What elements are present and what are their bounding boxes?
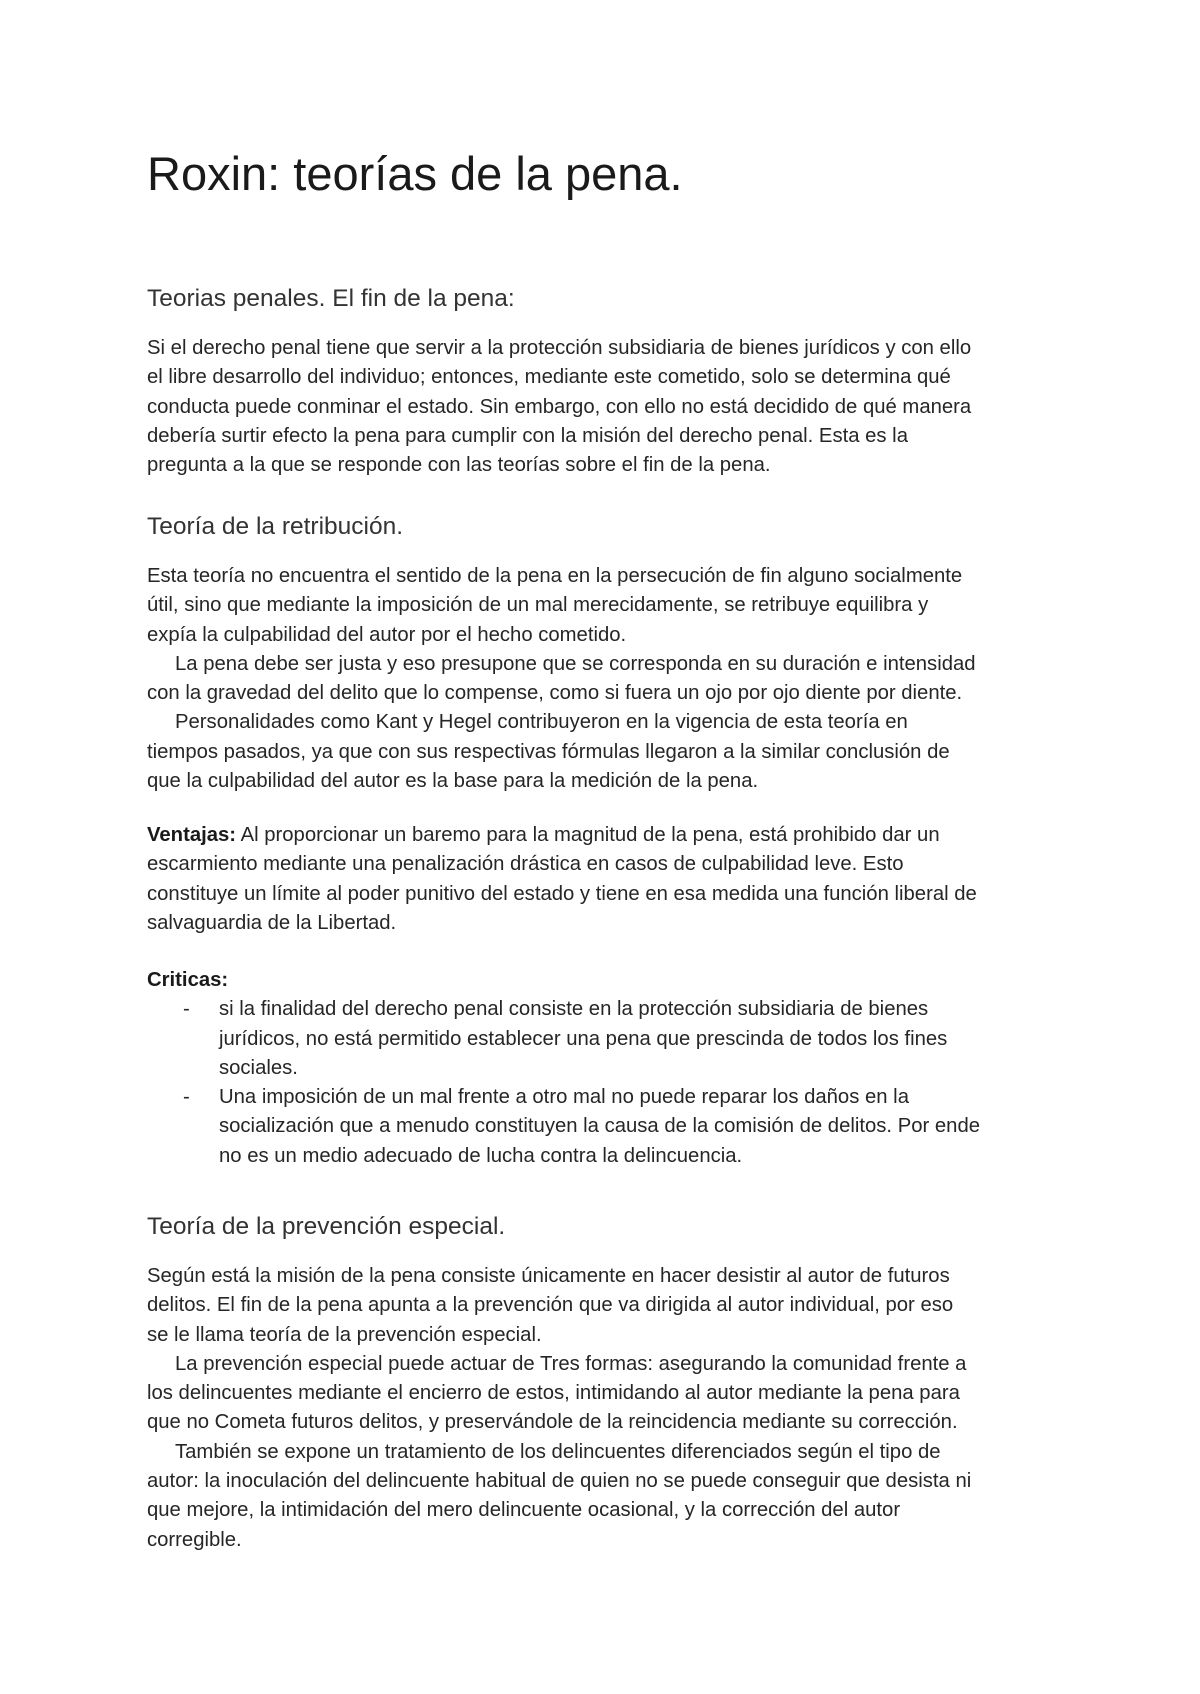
text-line: Esta teoría no encuentra el sentido de la pena en la persecución de fin alguno socialmente bbox=[147, 565, 963, 587]
list-item bbox=[147, 1083, 980, 1171]
text-line: Si el derecho penal tiene que servir a la protección subsidiaria de bienes jurídicos y con ello bbox=[147, 337, 972, 359]
section-heading: Teoría de la prevención especial. bbox=[147, 1213, 506, 1240]
text-line: pregunta a la que se responde con las teorías sobre el fin de la pena. bbox=[147, 454, 771, 477]
section-fin-de-la-pena bbox=[147, 283, 971, 480]
text-line: expía la culpabilidad del autor por el hecho cometido. bbox=[147, 623, 627, 646]
text-line: conducta puede conminar el estado. Sin embargo, con ello no está decidido de qué manera bbox=[147, 395, 972, 418]
text-line: Según está la misión de la pena consiste únicamente en hacer desistir al autor de futuros bbox=[147, 1265, 950, 1287]
text-line: con la gravedad del delito que lo compense, como si fuera un ojo por ojo diente por diente. bbox=[147, 682, 963, 705]
text-line: Una imposición de un mal frente a otro mal no puede reparar los daños en la bbox=[219, 1086, 909, 1109]
document-title: Roxin: teorías de la pena. bbox=[147, 147, 683, 200]
text-line: si la finalidad del derecho penal consiste en la protección subsidiaria de bienes bbox=[219, 998, 929, 1021]
text-line: el libre desarrollo del individuo; entonces, mediante este cometido, solo se determina qué bbox=[147, 366, 951, 389]
section-paragraph bbox=[147, 334, 971, 480]
ventajas-paragraph bbox=[147, 821, 977, 938]
text-line: que no Cometa futuros delitos, y preservándole de la reincidencia mediante su corrección. bbox=[147, 1411, 958, 1434]
text-line: que mejore, la intimidación del mero delincuente ocasional, y la corrección del autor bbox=[147, 1499, 901, 1522]
text-line: constituye un límite al poder punitivo del estado y tiene en esa medida una función liberal de bbox=[147, 882, 977, 905]
text-line: se le llama teoría de la prevención especial. bbox=[147, 1323, 542, 1346]
text-line: La prevención especial puede actuar de Tres formas: asegurando la comunidad frente a bbox=[175, 1352, 967, 1375]
text-line: Personalidades como Kant y Hegel contribuyeron en la vigencia de esta teoría en bbox=[175, 711, 908, 734]
text-line: no es un medio adecuado de lucha contra la delincuencia. bbox=[219, 1144, 743, 1167]
text-line: tiempos pasados, ya que con sus respectivas fórmulas llegaron a la similar conclusión de bbox=[147, 740, 950, 763]
list-item bbox=[147, 995, 980, 1083]
section-heading: Teorias penales. El fin de la pena: bbox=[147, 285, 515, 312]
section-paragraph bbox=[147, 1262, 971, 1555]
section-paragraph bbox=[147, 562, 976, 796]
text-line: escarmiento mediante una penalización drástica en casos de culpabilidad leve. Esto bbox=[147, 853, 904, 876]
text-line: delitos. El fin de la pena apunta a la prevención que va dirigida al autor individual, por eso bbox=[147, 1294, 954, 1317]
text-line: socialización que a menudo constituyen la causa de la comisión de delitos. Por ende bbox=[219, 1115, 981, 1138]
text-line: útil, sino que mediante la imposición de un mal merecidamente, se retribuye equilibra y bbox=[147, 594, 929, 617]
criticas-block bbox=[147, 966, 980, 1171]
section-teoria-retribucion bbox=[147, 511, 976, 796]
section-teoria-prevencion-especial bbox=[147, 1211, 971, 1555]
text-line: salvaguardia de la Libertad. bbox=[147, 911, 397, 934]
text-fragment: Al proporcionar un baremo para la magnitud de la pena, está prohibido dar un bbox=[236, 824, 940, 846]
list-dash: - bbox=[183, 998, 190, 1021]
text-line: autor: la inoculación del delincuente habitual de quien no se puede conseguir que desista ni bbox=[147, 1470, 972, 1493]
criticas-label: Criticas: bbox=[147, 969, 229, 991]
section-heading: Teoría de la retribución. bbox=[147, 513, 404, 540]
criticas-list bbox=[147, 995, 980, 1171]
text-line: corregible. bbox=[147, 1528, 242, 1551]
text-line: jurídicos, no está permitido establecer una pena que prescinda de todos los fines bbox=[219, 1027, 948, 1050]
text-line: La pena debe ser justa y eso presupone que se corresponda en su duración e intensidad bbox=[175, 652, 976, 675]
text-line bbox=[147, 821, 977, 850]
text-line: debería surtir efecto la pena para cumplir con la misión del derecho penal. Esta es la bbox=[147, 424, 908, 447]
text-line: También se expone un tratamiento de los delincuentes diferenciados según el tipo de bbox=[175, 1440, 941, 1463]
text-line: que la culpabilidad del autor es la base para la medición de la pena. bbox=[147, 770, 759, 793]
text-line: los delincuentes mediante el encierro de estos, intimidando al autor mediante la pena para bbox=[147, 1382, 960, 1405]
list-dash: - bbox=[183, 1086, 190, 1109]
ventajas-label: Ventajas: bbox=[147, 824, 237, 846]
text-line: sociales. bbox=[219, 1056, 298, 1079]
